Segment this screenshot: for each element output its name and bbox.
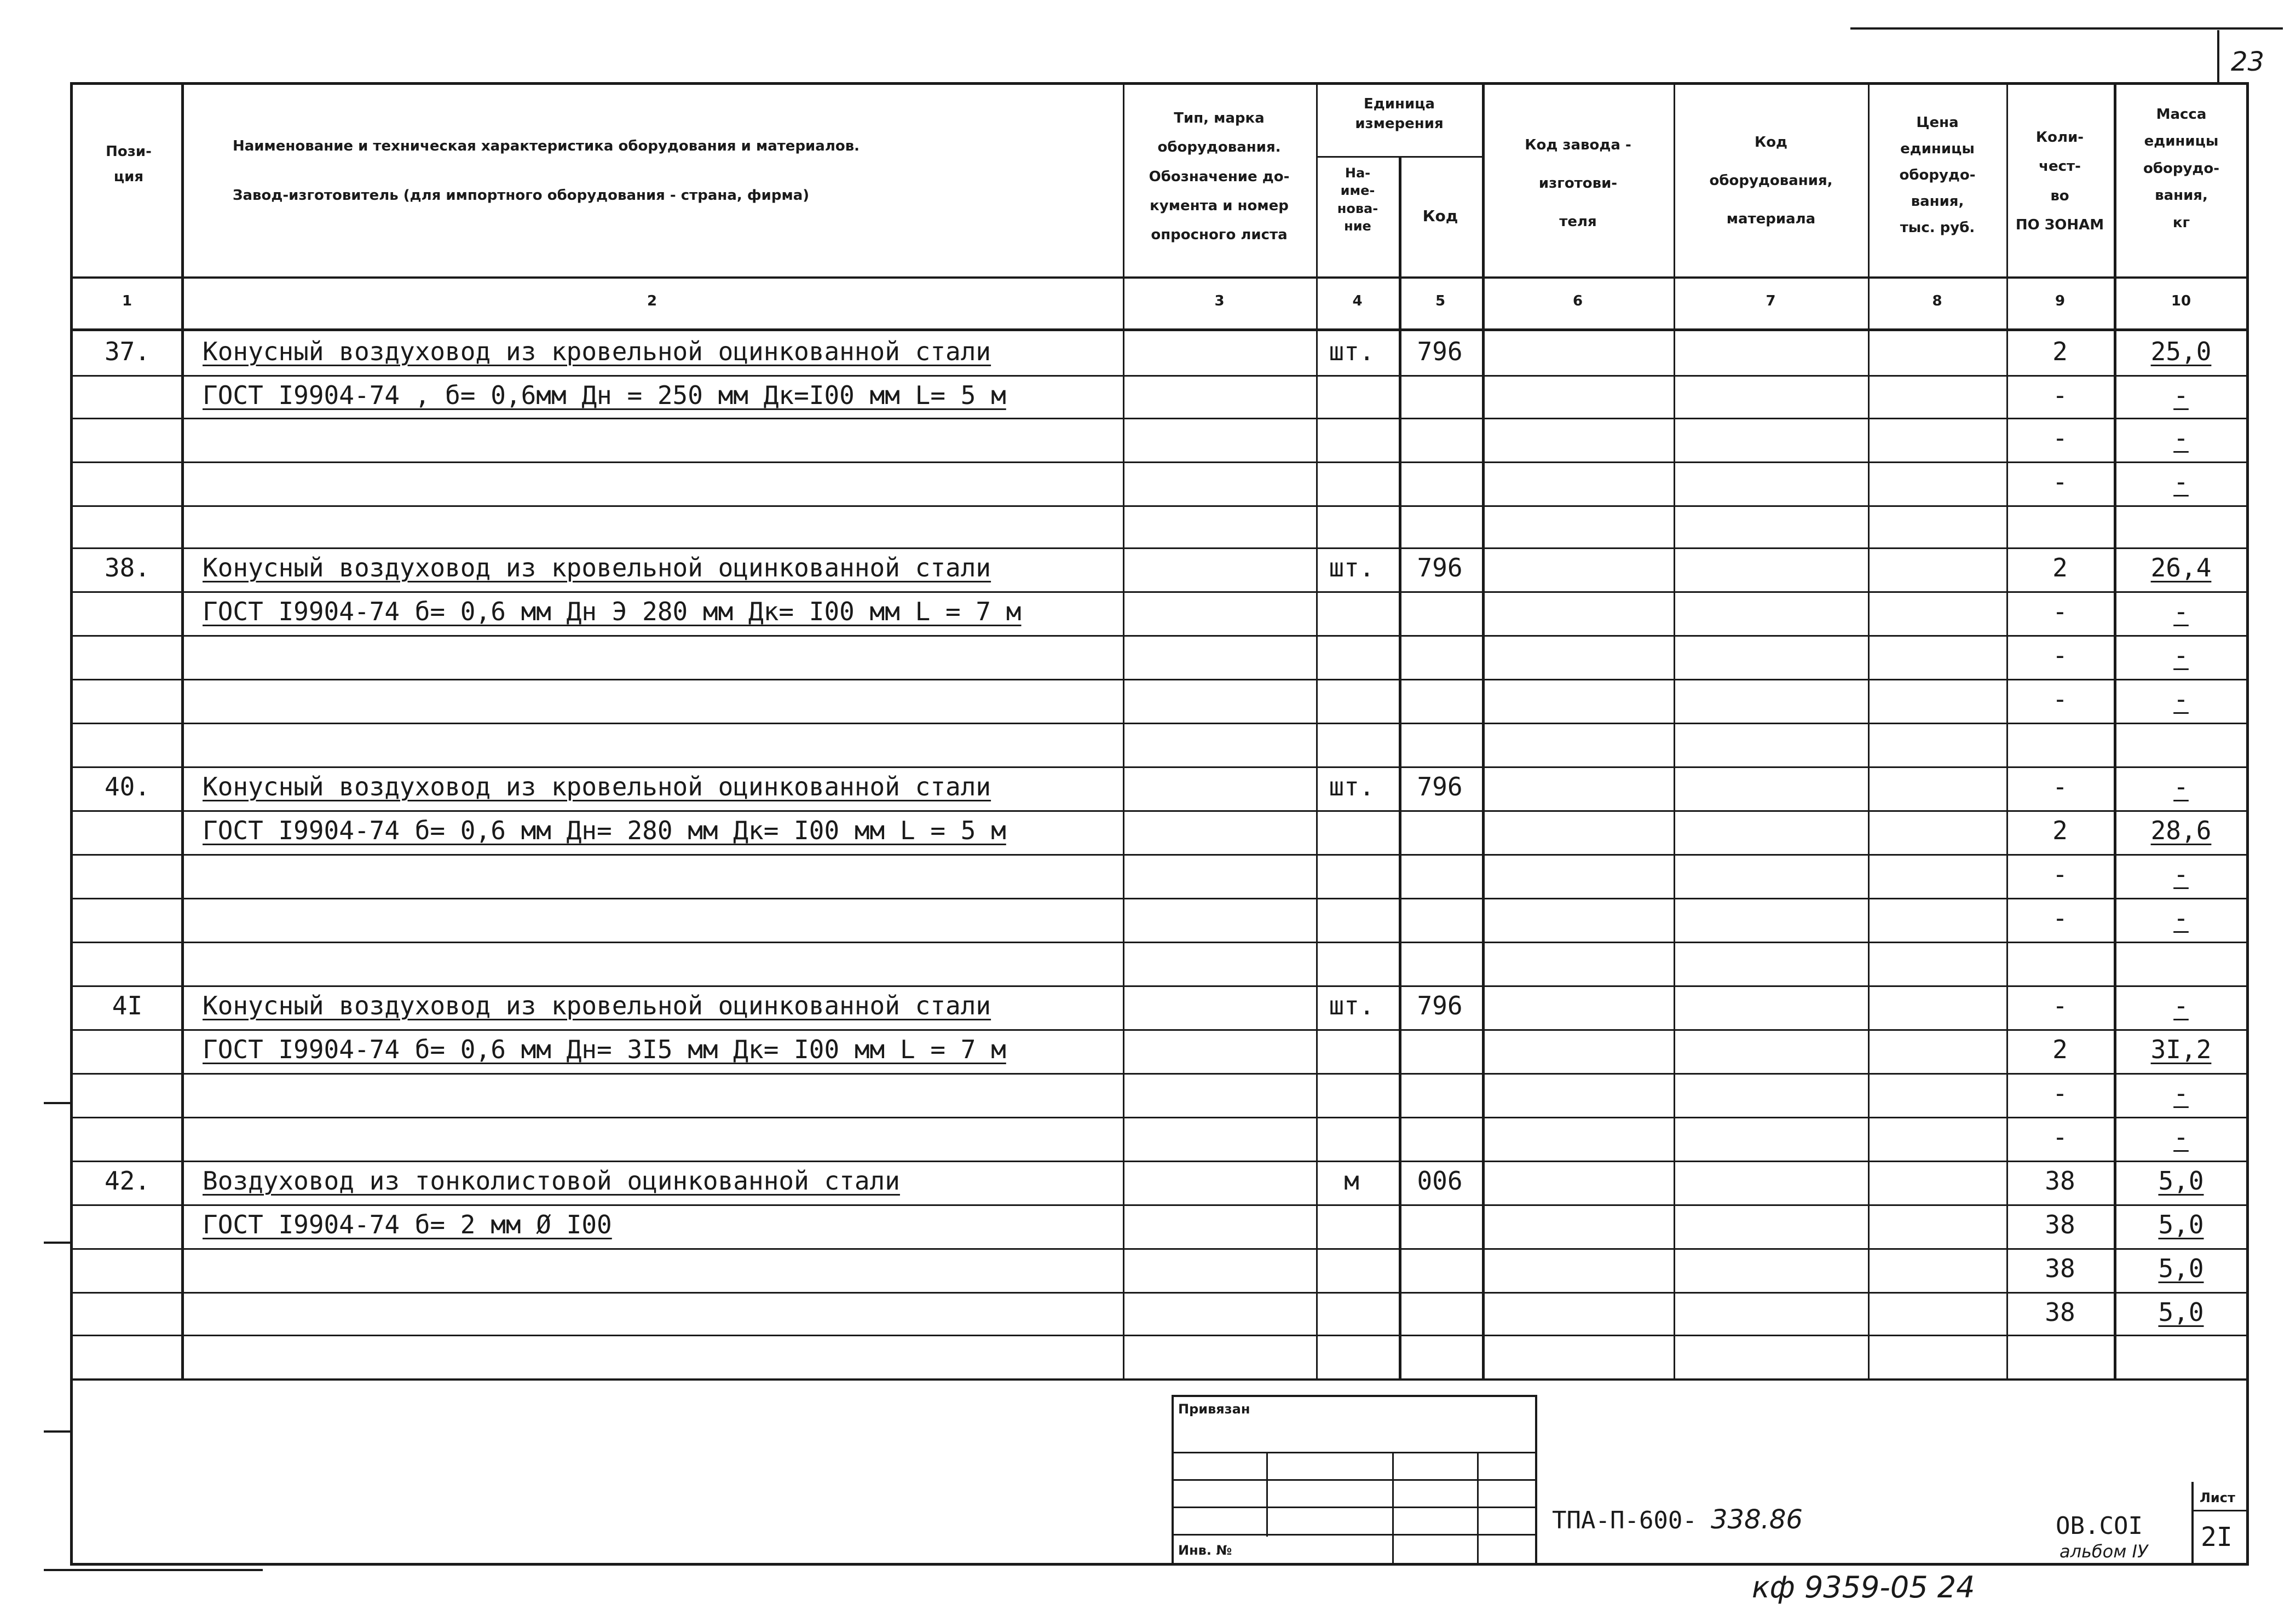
col-num-3: 3 [1214, 293, 1225, 309]
stamp-line [1172, 1534, 1537, 1536]
column-line [181, 82, 184, 1378]
row-line [70, 723, 2249, 724]
header-position: Пози- ция [106, 143, 152, 185]
row-quantity: 38 [2045, 1210, 2075, 1239]
row-position: 40. [104, 772, 151, 801]
row-quantity: 2 [2052, 553, 2068, 582]
col-num-2: 2 [647, 293, 657, 309]
row-mass: 5,0 [2158, 1166, 2204, 1196]
row-line [70, 1161, 2249, 1162]
header-bottom-line [70, 276, 2249, 279]
row-unit: шт. [1329, 553, 1375, 582]
row-name: ГОСТ I9904-74 б= 2 мм Ø I00 [203, 1210, 612, 1239]
col-num-5: 5 [1435, 293, 1446, 309]
list-box-line [2191, 1510, 2249, 1511]
row-mass: - [2173, 859, 2189, 889]
header-unit-code: Код [1422, 207, 1458, 225]
row-unit: шт. [1329, 772, 1375, 801]
row-quantity: - [2052, 1122, 2068, 1152]
margin-tick [44, 1569, 263, 1571]
row-mass: 5,0 [2158, 1210, 2204, 1239]
row-line [70, 418, 2249, 419]
col-num-4: 4 [1352, 293, 1363, 309]
doc-code-handwritten: 338.86 [1711, 1504, 1803, 1535]
row-name: Конусный воздуховод из кровельной оцинкованной стали [203, 772, 991, 801]
col-num-1: 1 [122, 293, 132, 309]
row-unit-code: 796 [1417, 337, 1463, 366]
stamp-line [1172, 1452, 1537, 1453]
row-line [70, 1029, 2249, 1031]
row-quantity: - [2052, 597, 2068, 626]
row-line [70, 679, 2249, 680]
row-name: Конусный воздуховод из кровельной оцинкованной стали [203, 553, 991, 582]
margin-tick [44, 1242, 71, 1244]
stamp-privyazan: Привязан [1178, 1401, 1250, 1417]
row-name: ГОСТ I9904-74 б= 0,6 мм Дн Э 280 мм Дк= I00 мм L = 7 м [203, 597, 1022, 626]
row-quantity: - [2052, 772, 2068, 801]
row-mass: 3I,2 [2150, 1035, 2212, 1064]
row-line [70, 766, 2249, 768]
header-equipment-code: Код оборудования, материала [1709, 134, 1833, 228]
row-position: 37. [104, 337, 151, 366]
doc-code: ТПА-П-600- [1552, 1507, 1697, 1534]
row-line [70, 1335, 2249, 1336]
col-num-8: 8 [1932, 293, 1942, 309]
header-name-line2: Завод-изготовитель (для импортного оборудования - страна, фирма) [233, 187, 810, 204]
col-num-7: 7 [1766, 293, 1776, 309]
row-quantity: - [2052, 903, 2068, 933]
row-position: 38. [104, 553, 151, 582]
row-mass: - [2173, 640, 2189, 670]
row-mass: - [2173, 1122, 2189, 1152]
row-mass: - [2173, 903, 2189, 933]
row-position: 4I [112, 991, 143, 1020]
header-quantity: Коли- чест- во ПО ЗОНАМ [2015, 129, 2104, 233]
row-mass: - [2173, 772, 2189, 801]
row-line [70, 985, 2249, 987]
row-mass: 5,0 [2158, 1297, 2204, 1327]
stamp-line [1266, 1452, 1268, 1537]
row-quantity: - [2052, 991, 2068, 1020]
margin-tick [44, 1430, 71, 1433]
row-mass: 25,0 [2150, 337, 2212, 366]
row-quantity: - [2052, 684, 2068, 714]
row-line [70, 1117, 2249, 1118]
header-plant-code: Код завода - изготови- теля [1525, 137, 1631, 230]
col-num-9: 9 [2055, 293, 2066, 309]
stamp-line [1172, 1507, 1537, 1508]
row-mass: - [2173, 423, 2189, 453]
row-mass: 28,6 [2150, 816, 2212, 845]
col-num-6: 6 [1572, 293, 1583, 309]
row-line [70, 810, 2249, 812]
row-unit: шт. [1329, 991, 1375, 1020]
header-price: Цена единицы оборудо- вания, тыс. руб. [1899, 114, 1976, 236]
row-quantity: - [2052, 1078, 2068, 1108]
row-quantity: 2 [2052, 816, 2068, 845]
stamp-line [1477, 1452, 1479, 1564]
row-line [70, 375, 2249, 377]
header-name-line1: Наименование и техническая характеристика оборудования и материалов. [233, 138, 860, 154]
row-name: Воздуховод из тонколистовой оцинкованной стали [203, 1166, 900, 1196]
row-unit-code: 006 [1417, 1166, 1463, 1196]
table-bottom-line [70, 1378, 2249, 1381]
margin-tick [44, 1102, 71, 1104]
column-line [1123, 82, 1124, 1378]
sheet-code: ОВ.СОI [2056, 1512, 2143, 1540]
row-unit-code: 796 [1417, 991, 1463, 1020]
row-line [70, 854, 2249, 856]
row-line [70, 505, 2249, 507]
col-num-10: 10 [2171, 293, 2191, 309]
row-quantity: 38 [2045, 1166, 2075, 1196]
row-quantity: 2 [2052, 1035, 2068, 1064]
list-label: Лист [2200, 1490, 2235, 1505]
header-type: Тип, марка оборудования. Обозначение до- кумента и номер опросного листа [1149, 110, 1290, 244]
row-quantity: - [2052, 380, 2068, 410]
column-line [1674, 82, 1675, 1378]
row-mass: 5,0 [2158, 1254, 2204, 1283]
row-position: 42. [104, 1166, 151, 1196]
row-line [70, 1204, 2249, 1206]
row-line [70, 635, 2249, 637]
row-mass: 26,4 [2150, 553, 2212, 582]
stamp-inv-no: Инв. № [1178, 1543, 1232, 1558]
album-label: альбом IУ [2060, 1541, 2148, 1562]
row-unit: м [1344, 1166, 1359, 1196]
stamp-line [1392, 1452, 1394, 1564]
header-unit-name: На- име- нова- ние [1337, 165, 1378, 234]
row-mass: - [2173, 991, 2189, 1020]
page-corner-number: 23 [2231, 47, 2265, 77]
row-quantity: 2 [2052, 337, 2068, 366]
row-quantity: - [2052, 859, 2068, 889]
row-name: Конусный воздуховод из кровельной оцинкованной стали [203, 337, 991, 366]
row-quantity: - [2052, 640, 2068, 670]
row-line [70, 1073, 2249, 1075]
row-line [70, 898, 2249, 899]
row-quantity: - [2052, 467, 2068, 497]
row-name: ГОСТ I9904-74 б= 0,6 мм Дн= 3I5 мм Дк= I00 мм L = 7 м [203, 1035, 1006, 1064]
header-unit-group: Единица измерения [1355, 96, 1444, 132]
stamp-line [1172, 1479, 1537, 1481]
column-line [1482, 82, 1485, 1378]
list-number: 2I [2201, 1522, 2232, 1552]
bottom-mark: кф 9359-05 24 [1752, 1570, 1975, 1605]
row-line [70, 1248, 2249, 1250]
row-line [70, 461, 2249, 463]
corner-vertical-line [2217, 30, 2219, 84]
row-mass: - [2173, 467, 2189, 497]
row-quantity: 38 [2045, 1297, 2075, 1327]
row-quantity: - [2052, 423, 2068, 453]
row-name: ГОСТ I9904-74 , б= 0,6мм Дн = 250 мм Дк=I00 мм L= 5 м [203, 380, 1006, 410]
row-name: Конусный воздуховод из кровельной оцинкованной стали [203, 991, 991, 1020]
row-unit-code: 796 [1417, 772, 1463, 801]
row-name: ГОСТ I9904-74 б= 0,6 мм Дн= 280 мм Дк= I00 мм L = 5 м [203, 816, 1006, 845]
column-line [1868, 82, 1870, 1378]
row-line [70, 942, 2249, 943]
row-unit: шт. [1329, 337, 1375, 366]
row-line [70, 1292, 2249, 1294]
row-quantity: 38 [2045, 1254, 2075, 1283]
row-line [70, 547, 2249, 549]
row-unit-code: 796 [1417, 553, 1463, 582]
row-mass: - [2173, 684, 2189, 714]
row-mass: - [2173, 380, 2189, 410]
row-mass: - [2173, 597, 2189, 626]
corner-top-line [1850, 27, 2283, 30]
row-line [70, 591, 2249, 593]
colnum-bottom-line [70, 328, 2249, 331]
header-mass: Масса единицы оборудо- вания, кг [2143, 106, 2220, 231]
row-mass: - [2173, 1078, 2189, 1108]
